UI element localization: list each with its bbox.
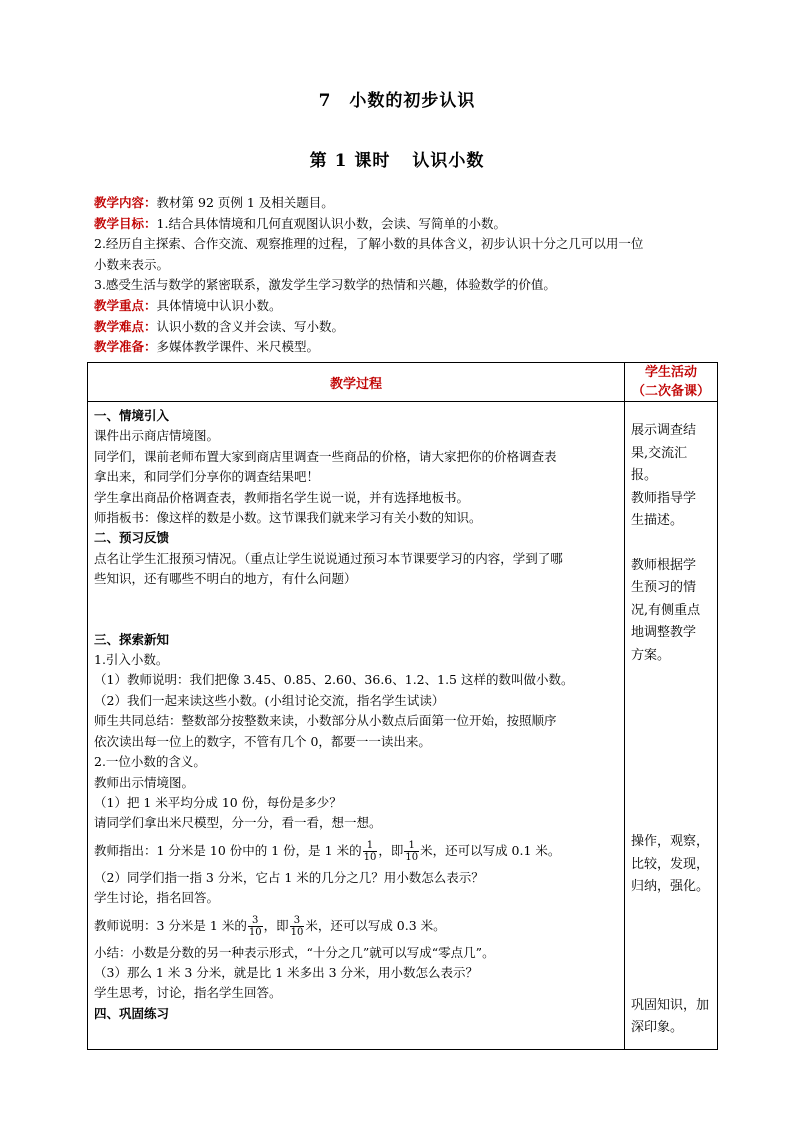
content-line-fraction (94, 909, 618, 943)
content-line: 同学们，课前老师布置大家到商店里调查一些商品的价格，请大家把你的价格调查表 (94, 448, 557, 464)
fraction-numerator: 1 (363, 840, 378, 852)
activity-line: 方案。 (631, 647, 671, 663)
activity-line: 巩固知识，加 (631, 997, 710, 1013)
activity-line: 地调整教学 (631, 625, 697, 640)
activity-line: 操作，观察， (631, 834, 710, 849)
fraction-denominator: 10 (290, 926, 304, 938)
content-line: （2）同学们指一指 3 分米，它占 1 米的几分之几？用小数怎么表示？ (94, 869, 484, 885)
meta-line (94, 337, 716, 358)
meta-text: 3.感受生活与数学的紧密联系，激发学生学习数学的热情和兴趣，体验数学的价值。 (94, 277, 556, 293)
meta-text: 认识小数的含义并会读、写小数。 (156, 318, 345, 334)
meta-line (94, 296, 716, 317)
section-heading: 二、预习反馈 (94, 530, 170, 546)
lesson-meta (94, 193, 716, 358)
content-line: 小结：小数是分数的另一种表示形式，“十分之几”就可以写成“零点几”。 (94, 944, 495, 960)
meta-text: 多媒体教学课件、米尺模型。 (156, 339, 320, 355)
fraction-denominator: 10 (363, 851, 377, 863)
fraction-1-10 (404, 840, 419, 863)
fraction-denominator: 10 (248, 926, 262, 938)
meta-text: 小数来表示。 (94, 256, 170, 272)
activity-line: 展示调查结 (631, 423, 697, 438)
header-student-activity (625, 363, 718, 402)
meta-text: 教材第 92 页例 1 及相关题目。 (156, 195, 334, 210)
content-line: （1）教师说明：我们把像 3.45、0.85、2.60、36.6、1.2、1.5 这样的数叫做小数。 (94, 672, 574, 688)
section-heading: 一、情境引入 (94, 408, 170, 423)
content-line: 拿出来，和同学们分享你的调查结果吧！ (94, 469, 320, 485)
fraction-text: 教师说明：3 分米是 1 米的 (94, 917, 247, 933)
meta-text: 1.结合具体情境和几何直观图认识小数，会读、写简单的小数。 (156, 215, 506, 231)
activity-line: 教师根据学 (631, 557, 697, 573)
fraction-text: ，即 (263, 917, 289, 933)
content-line-fraction (94, 834, 618, 868)
meta-label: 教学内容： (94, 195, 157, 210)
content-line: 学生讨论，指名回答。 (94, 890, 220, 906)
content-line: 师生共同总结：整数部分按整数来读，小数部分从小数点后面第一位开始，按照顺序 (94, 713, 557, 729)
meta-label: 教学重点： (94, 297, 157, 313)
content-line: 教师出示情境图。 (94, 774, 195, 790)
teaching-process-content (88, 402, 625, 1050)
meta-line (94, 193, 716, 214)
header-student-activity-line2: （二次备课） (631, 384, 710, 399)
activity-line: 生预习的情 (631, 580, 697, 595)
teaching-process-table (87, 362, 718, 1050)
activity-note (631, 831, 713, 899)
meta-text: 2.经历自主探索、合作交流、观察推理的过程，了解小数的具体含义，初步认识十分之几可以用一位 (94, 236, 644, 252)
meta-line (94, 275, 716, 296)
chapter-name: 小数的初步认识 (349, 91, 476, 111)
activity-line: 生描述。 (631, 513, 684, 528)
meta-line (94, 234, 716, 255)
header-student-activity-line1: 学生活动 (644, 365, 697, 380)
chapter-title (0, 86, 794, 111)
content-line: 1.引入小数。 (94, 652, 169, 668)
activity-note (631, 995, 713, 1040)
meta-line (94, 214, 716, 235)
meta-text: 具体情境中认识小数。 (156, 297, 282, 313)
meta-line (94, 255, 716, 276)
content-line: （1）把 1 米平均分成 10 份，每份是多少？ (94, 794, 342, 810)
activity-note (631, 420, 713, 533)
section-heading: 四、巩固练习 (94, 1005, 170, 1021)
fraction-text: 米，还可以写成 0.3 米。 (305, 917, 446, 933)
fraction-denominator: 10 (405, 851, 419, 863)
content-line: 学生思考，讨论，指名学生回答。 (94, 985, 282, 1001)
fraction-text: 米，还可以写成 0.1 米。 (420, 842, 561, 858)
content-line: （2）我们一起来读这些小数。(小组讨论交流，指名学生试读） (94, 692, 445, 708)
content-line: 学生拿出商品价格调查表，教师指名学生说一说，并有选择地板书。 (94, 489, 470, 505)
fraction-1-10 (363, 840, 378, 863)
content-line: 师指板书：像这样的数是小数。这节课我们就来学习有关小数的知识。 (94, 510, 482, 526)
header-teaching-process: 教学过程 (88, 363, 625, 402)
fraction-text: ，即 (378, 842, 404, 858)
content-line: 点名让学生汇报预习情况。（重点让学生说说通过预习本节课要学习的内容，学到了哪 (94, 550, 563, 566)
content-line: （3）那么 1 米 3 分米，就是比 1 米多出 3 分米，用小数怎么表示？ (94, 964, 479, 980)
meta-label: 教学难点： (94, 318, 157, 334)
content-line: 请同学们拿出米尺模型，分一分，看一看，想一想。 (94, 815, 382, 831)
lesson-name: 认识小数 (412, 151, 485, 171)
activity-note (631, 555, 713, 668)
blank-space (94, 590, 618, 630)
lesson-title (0, 146, 794, 171)
student-activity-column (625, 402, 718, 1050)
fraction-3-10 (290, 915, 305, 938)
content-line: 课件出示商店情境图。 (94, 428, 220, 444)
fraction-numerator: 1 (404, 840, 419, 852)
activity-line: 况,有侧重点 (631, 602, 701, 618)
fraction-numerator: 3 (248, 915, 263, 927)
activity-line: 果,交流汇报。 (631, 445, 688, 483)
content-line: 2.一位小数的含义。 (94, 754, 206, 770)
content-line: 些知识，还有哪些不明白的地方，有什么问题） (94, 571, 357, 587)
meta-label: 教学目标： (94, 215, 157, 231)
fraction-numerator: 3 (290, 915, 305, 927)
activity-line: 深印象。 (631, 1020, 684, 1035)
fraction-text: 教师指出：1 分米是 10 份中的 1 份，是 1 米的 (94, 842, 362, 858)
activity-line: 比较，发现， (631, 856, 710, 872)
section-heading: 三、探索新知 (94, 631, 170, 647)
meta-label: 教学准备： (94, 339, 157, 355)
content-line: 依次读出每一位上的数字，不管有几个 0，都要一一读出来。 (94, 733, 431, 749)
chapter-number: 7 (318, 91, 332, 111)
fraction-3-10 (248, 915, 263, 938)
activity-line: 归纳，强化。 (631, 879, 710, 894)
meta-line (94, 317, 716, 338)
lesson-number: 第 1 课时 (309, 151, 391, 171)
activity-line: 教师指导学 (631, 490, 697, 506)
